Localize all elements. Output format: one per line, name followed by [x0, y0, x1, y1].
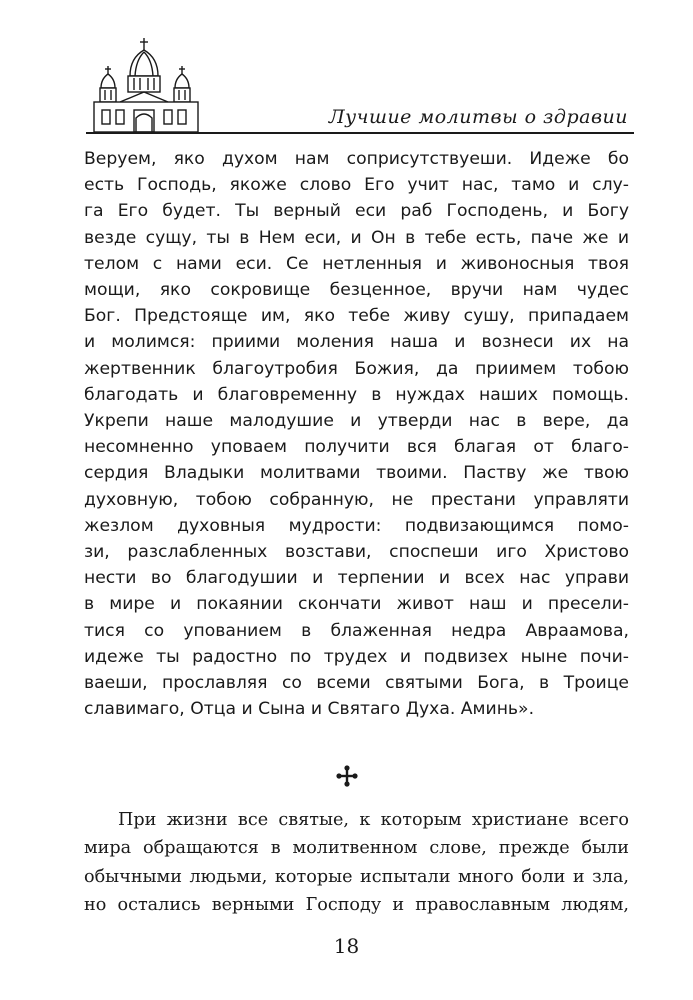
text-line: жезлом духовныя мудрости: подвизающимся помо-	[84, 515, 629, 536]
text-line: Бог. Предстояще им, яко тебе живу сушу, припадаем	[84, 306, 629, 327]
text-line: нести во благодушии и терпении и всех нас управи	[84, 568, 629, 589]
text-line: идеже ты радостно по трудех и подвизех ныне почи-	[84, 646, 629, 667]
text-line: благодать и благовременну в нуждах наших помощь.	[84, 384, 629, 405]
text-line: славимаго, Отца и Сына и Святаго Духа. Аминь».	[84, 699, 535, 720]
text-line: тися со упованием в блаженная недра Авраамова,	[84, 620, 629, 641]
prayer-text	[84, 146, 629, 722]
text-line: Укрепи наше малодушие и утверди нас в вере, да	[84, 411, 629, 432]
running-title: Лучшие молитвы о здравии	[328, 106, 628, 128]
text-line: жертвенник благоутробия Божия, да приимем тобою	[84, 358, 629, 379]
commentary-paragraph	[84, 806, 629, 920]
text-line: мира обращаются в молитвенном слове, прежде были	[84, 838, 629, 859]
text-line: есть Господь, якоже слово Его учит нас, тамо и слу-	[84, 175, 629, 196]
page-header	[86, 36, 634, 134]
header-rule	[86, 132, 634, 134]
text-line: телом с нами еси. Се нетленныя и живоносныя твоя	[84, 253, 629, 274]
text-line: Веруем, яко духом нам соприсутствуеши. Идеже бо	[84, 149, 629, 169]
text-line: сердия Владыки молитвами твоими. Паству же твою	[84, 463, 629, 484]
text-line: в мире и покаянии скончати живот наш и пресели-	[84, 594, 629, 615]
text-line: При жизни все святые, к которым христиане всего	[118, 810, 629, 830]
text-line: га Его будет. Ты верный еси раб Господень, и Богу	[84, 201, 629, 222]
cathedral-icon	[86, 36, 216, 134]
cross-ornament-icon	[335, 764, 359, 788]
text-line: но остались верными Господу и православным людям,	[84, 895, 629, 916]
text-line: и молимся: приими моления наша и вознеси их на	[84, 332, 629, 353]
text-line: обычными людьми, которые испытали много боли и зла,	[84, 866, 629, 887]
text-line: ваеши, прославляя со всеми святыми Бога, в Троице	[84, 673, 629, 694]
text-line: несомненно уповаем получити вся благая от благо-	[84, 437, 629, 458]
text-line: зи, разслабленных возстави, споспеши иго Христово	[84, 542, 629, 563]
text-line: духовную, тобою собранную, не престани управляти	[84, 489, 629, 510]
page-number: 18	[333, 934, 360, 958]
text-line: везде сущу, ты в Нем еси, и Он в тебе есть, паче же и	[84, 227, 629, 248]
text-line: мощи, яко сокровище безценное, вручи нам чудес	[84, 280, 629, 301]
